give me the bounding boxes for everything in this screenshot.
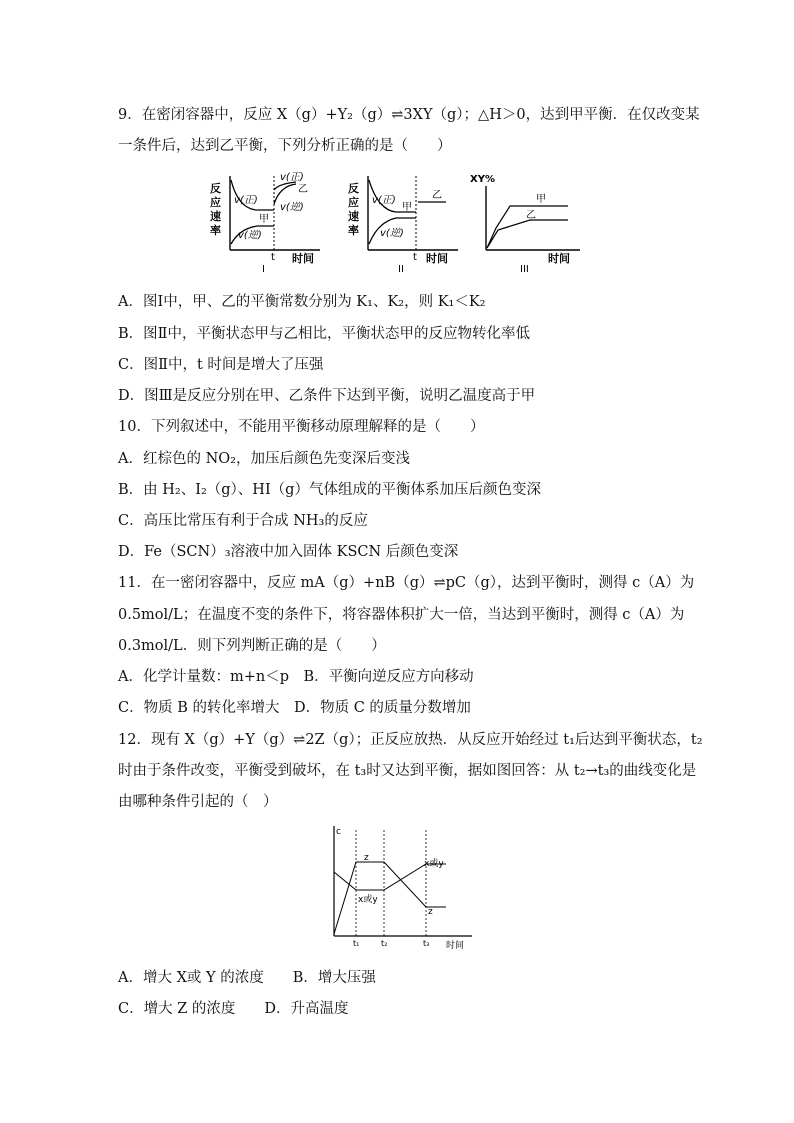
figure3-caption: III xyxy=(520,264,529,274)
q9-figure-3 xyxy=(470,170,582,274)
svg-text:率: 率 xyxy=(348,224,359,237)
q12-label-xy-mid: x或y xyxy=(358,895,378,905)
q12-label-z-right: z xyxy=(428,907,433,917)
q12-figure-xlabel: 时间 xyxy=(446,941,465,951)
figure2-v-forward: v(正) xyxy=(372,195,396,206)
q11-options-cd: C．物质 B 的转化率增大 D．物质 C 的质量分数增加 xyxy=(118,700,471,716)
q12-options-cd: C．增大 Z 的浓度 D．升高温度 xyxy=(118,1001,349,1017)
q12-figure-axes xyxy=(334,826,472,936)
q11-stem-line3: 0.3mol/L．则下列判断正确的是（ ） xyxy=(118,638,386,654)
figure3-ylabel: XY% xyxy=(470,174,495,185)
figure1-t-label: t xyxy=(271,252,275,263)
q9-stem-line1: 9．在密闭容器中，反应 X（g）+Y₂（g）⇌3XY（g）；△H＞0，达到甲平衡．在仅改变某 xyxy=(118,107,700,123)
q12-figure-ylabel: c xyxy=(336,827,341,837)
q9-option-d: D．图Ⅲ是反应分别在甲、乙条件下达到平衡，说明乙温度高于甲 xyxy=(118,388,536,404)
figure1-xlabel: 时间 xyxy=(292,252,314,265)
svg-text:速: 速 xyxy=(348,210,359,223)
q10-stem: 10．下列叙述中，不能用平衡移动原理解释的是（ ） xyxy=(118,419,485,435)
figure2-ylabel xyxy=(348,181,359,237)
figure3-jia: 甲 xyxy=(536,194,546,205)
q9-option-a: A．图Ⅰ中，甲、乙的平衡常数分别为 K₁、K₂，则 K₁＜K₂ xyxy=(118,294,486,310)
q12-figure-dashed-lines xyxy=(356,830,426,936)
figure1-ylabel xyxy=(210,181,221,237)
svg-text:应: 应 xyxy=(210,196,221,209)
q11-stem-line2: 0.5mol/L；在温度不变的条件下，将容器体积扩大一倍，当达到平衡时，测得 c（A）为 xyxy=(118,607,685,623)
q10-option-a: A．红棕色的 NO₂，加压后颜色先变深后变浅 xyxy=(118,451,410,467)
q9-stem-line2: 一条件后，达到乙平衡，下列分析正确的是（ ） xyxy=(118,138,452,154)
figure1-yi: 乙 xyxy=(298,184,308,195)
q9-option-c: C．图Ⅱ中，t 时间是增大了压强 xyxy=(118,357,324,373)
figure2-jia: 甲 xyxy=(402,202,412,213)
figure1-v-reverse-new: v(逆) xyxy=(280,202,304,213)
figure3-xlabel: 时间 xyxy=(548,252,570,265)
q12-options-ab: A．增大 X或 Y 的浓度 B．增大压强 xyxy=(118,970,376,986)
q9-figure-2 xyxy=(346,170,458,274)
q9-figure-1 xyxy=(208,170,320,274)
figure1-v-reverse: v(逆) xyxy=(238,230,262,241)
figure2-xlabel: 时间 xyxy=(426,252,448,265)
q12-label-xy-right: x或y xyxy=(424,859,444,869)
q10-option-b: B．由 H₂、I₂（g）、HI（g）气体组成的平衡体系加压后颜色变深 xyxy=(118,482,541,498)
q12-curve-z xyxy=(334,862,446,934)
figure1-jia: 甲 xyxy=(259,214,269,225)
svg-text:反: 反 xyxy=(210,182,221,195)
svg-text:率: 率 xyxy=(210,224,221,237)
q10-option-d: D．Fe（SCN）₃溶液中加入固体 KSCN 后颜色变深 xyxy=(118,544,459,560)
q12-tick-t3: t₃ xyxy=(423,939,430,948)
figure2-caption: II xyxy=(398,264,404,274)
q10-option-c: C．高压比常压有利于合成 NH₃的反应 xyxy=(118,513,368,529)
q12-stem-line3: 由哪种条件引起的（ ） xyxy=(118,794,278,810)
q12-tick-t1: t₁ xyxy=(353,939,360,948)
q12-tick-t2: t₂ xyxy=(381,939,388,948)
q9-option-b: B．图Ⅱ中，平衡状态甲与乙相比，平衡状态甲的反应物转化率低 xyxy=(118,326,531,342)
figure1-v-forward-new: v(正) xyxy=(280,172,304,183)
figure2-yi: 乙 xyxy=(432,190,442,201)
q12-label-z-top: z xyxy=(364,853,369,863)
q12-stem-line1: 12．现有 X（g）+Y（g）⇌2Z（g）；正反应放热．从反应开始经过 t₁后达到平衡状态，t₂ xyxy=(118,732,703,748)
q11-options-ab: A．化学计量数：m+n＜p B．平衡向逆反应方向移动 xyxy=(118,669,474,685)
svg-text:反: 反 xyxy=(348,182,359,195)
svg-text:应: 应 xyxy=(348,196,359,209)
figure1-caption: I xyxy=(262,264,265,274)
figure2-v-reverse: v(逆) xyxy=(380,228,404,239)
q12-figure xyxy=(322,822,474,952)
q12-stem-line2: 时由于条件改变，平衡受到破坏，在 t₃时又达到平衡，据如图回答：从 t₂→t₃的曲线变化是 xyxy=(118,763,697,779)
svg-text:速: 速 xyxy=(210,210,221,223)
figure1-v-forward: v(正) xyxy=(234,195,258,206)
figure3-curve-yi xyxy=(487,220,568,248)
figure3-yi: 乙 xyxy=(526,210,536,221)
q11-stem-line1: 11．在一密闭容器中，反应 mA（g）+nB（g）⇌pC（g），达到平衡时，测得 c（A）为 xyxy=(118,575,695,591)
figure2-t-label: t xyxy=(413,252,417,263)
